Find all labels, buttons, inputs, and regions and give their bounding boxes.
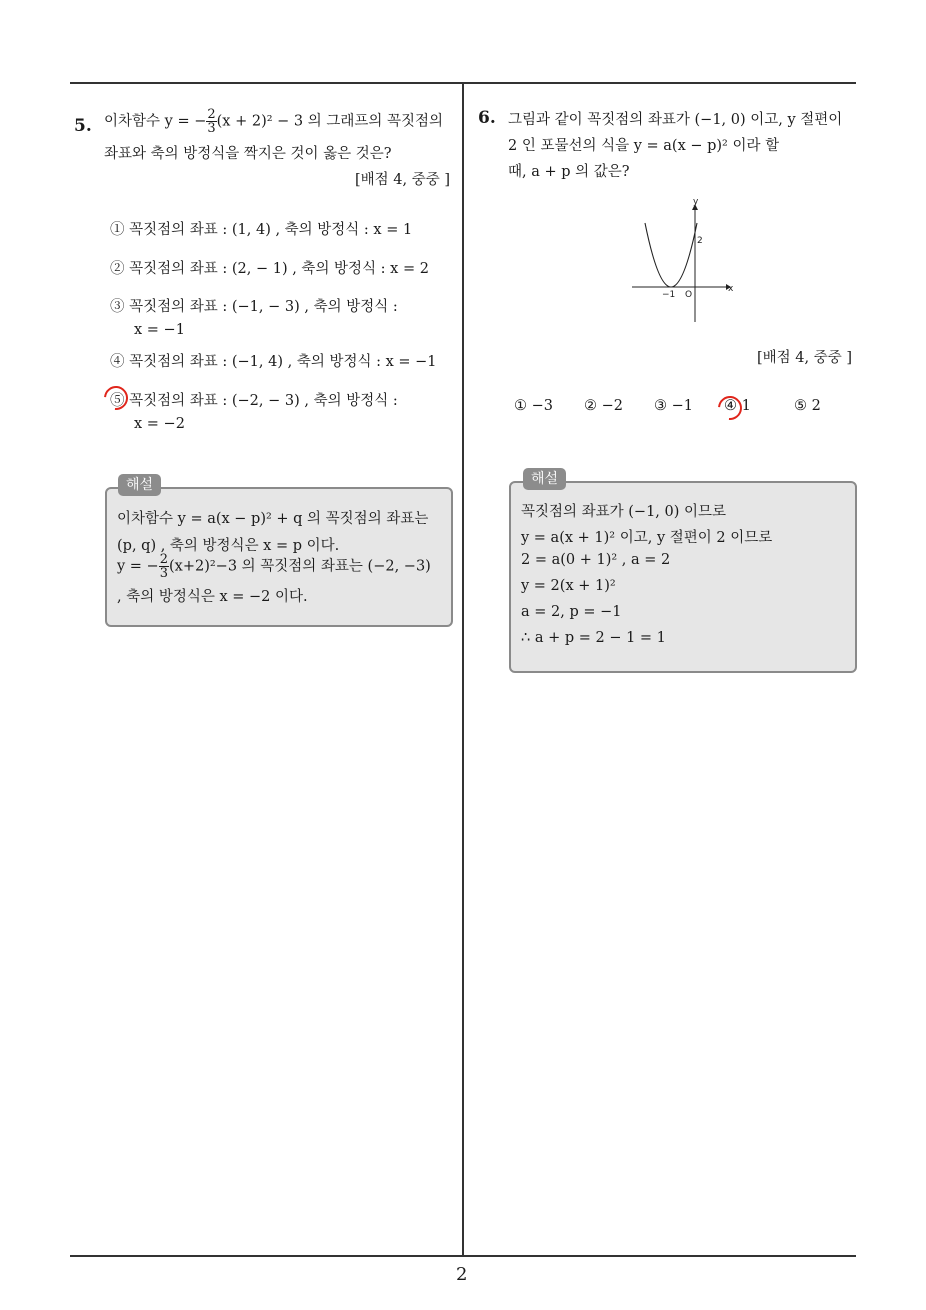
solution-5-line2: (p, q) , 축의 방정식은 x = p 이다. (117, 538, 340, 554)
question-6-line3: 때, a + p 의 값은? (508, 164, 630, 180)
question-6-line1: 그림과 같이 꼭짓점의 좌표가 (−1, 0) 이고, y 절편이 (508, 112, 843, 128)
choice-5-4[interactable]: ④ 꼭짓점의 좌표 : (−1, 4) , 축의 방정식 : x = −1 (110, 354, 437, 370)
solution-5-line3: y = − $\frac{2}{3}$ (x+2)²−3 의 꼭짓점의 좌표는 (−2, −3) (117, 552, 431, 581)
choice-5-3[interactable]: ③ 꼭짓점의 좌표 : (−1, − 3) , 축의 방정식 : (110, 299, 398, 315)
parabola-graph (630, 198, 750, 328)
solution-5-line1: 이차함수 y = a(x − p)² + q 의 꼭짓점의 좌표는 (117, 511, 429, 527)
choice-5-1[interactable]: ① 꼭짓점의 좌표 : (1, 4) , 축의 방정식 : x = 1 (110, 222, 413, 238)
choice-6-3[interactable]: ③ −1 (654, 398, 693, 414)
choice-6-1[interactable]: ① −3 (514, 398, 553, 414)
choice-6-2[interactable]: ② −2 (584, 398, 623, 414)
column-divider (462, 82, 464, 1257)
solution-6-line4: y = 2(x + 1)² (521, 578, 616, 594)
question-6-number: 6. (478, 108, 496, 128)
question-5-fraction: $\frac{2}{3}$ (207, 107, 216, 136)
question-5-number: 5. (74, 116, 92, 136)
question-5-score: [배점 4, 중중 ] (354, 172, 450, 188)
question-5-line2: 좌표와 축의 방정식을 짝지은 것이 옳은 것은? (104, 146, 392, 162)
solution-6-line3: 2 = a(0 + 1)² , a = 2 (521, 552, 671, 568)
solution-5-line4: , 축의 방정식은 x = −2 이다. (117, 589, 308, 605)
origin-label: O (685, 290, 693, 300)
choice-5-5[interactable]: ⑤ 꼭짓점의 좌표 : (−2, − 3) , 축의 방정식 : (110, 393, 398, 409)
choice-5-2[interactable]: ② 꼭짓점의 좌표 : (2, − 1) , 축의 방정식 : x = 2 (110, 261, 429, 277)
choice-6-5[interactable]: ⑤ 2 (794, 398, 821, 414)
x-axis-label: x (728, 284, 734, 294)
solution-6-line2: y = a(x + 1)² 이고, y 절편이 2 이므로 (521, 530, 773, 546)
choice-5-5-cont: x = −2 (134, 416, 185, 432)
answer-mark-icon (713, 391, 747, 425)
solution-tag-5: 해설 (118, 474, 161, 496)
y-tick-label: 2 (697, 236, 703, 246)
solution-5-fraction: $\frac{2}{3}$ (159, 552, 168, 581)
choice-5-3-cont: x = −1 (134, 322, 185, 338)
solution-6-line5: a = 2, p = −1 (521, 604, 622, 620)
solution-tag-6: 해설 (523, 468, 566, 490)
choice-6-4[interactable]: ④ 1 (724, 398, 751, 414)
y-axis-label: y (693, 198, 699, 207)
question-6-score: [배점 4, 중중 ] (756, 350, 852, 366)
question-5-line1: 이차함수 y = − $\frac{2}{3}$ (x + 2)² − 3 의 그래프의 꼭짓점의 (104, 107, 444, 136)
parabola-curve (645, 223, 697, 287)
x-tick-label: −1 (662, 290, 676, 300)
page-number: 2 (456, 1264, 468, 1285)
bottom-rule (70, 1255, 856, 1257)
solution-6-line6: ∴ a + p = 2 − 1 = 1 (521, 630, 666, 646)
solution-6-line1: 꼭짓점의 좌표가 (−1, 0) 이므로 (521, 504, 727, 520)
question-6-line2: 2 인 포물선의 식을 y = a(x − p)² 이라 할 (508, 138, 780, 154)
